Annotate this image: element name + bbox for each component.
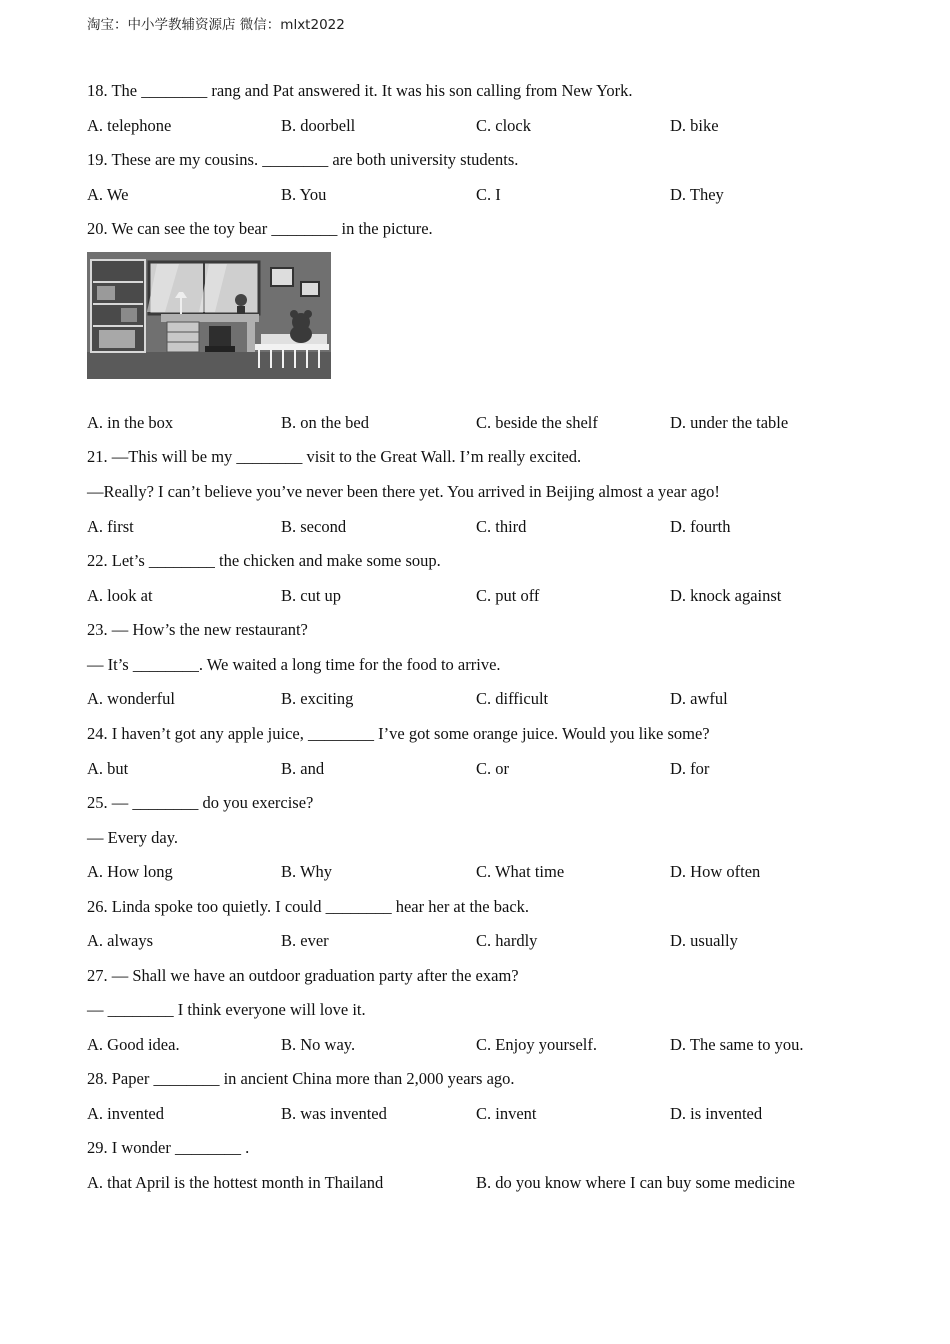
q22-option-b: B. cut up — [281, 586, 342, 605]
q19-option-d: D. They — [670, 185, 724, 204]
q22-option-d: D. knock against — [670, 586, 782, 605]
q25-option-a: A. How long — [87, 862, 173, 881]
question-23-stem-reply: — It’s ________. We waited a long time for the food to arrive. — [87, 655, 501, 674]
q26-option-a: A. always — [87, 931, 153, 950]
question-25-stem-reply: — Every day. — [87, 828, 179, 847]
question-29-stem: 29. I wonder ________ . — [87, 1138, 250, 1157]
q28-option-c: C. invent — [476, 1104, 537, 1123]
q27-option-b: B. No way. — [281, 1035, 356, 1054]
question-23-stem: 23. — How’s the new restaurant? — [87, 620, 308, 639]
question-28-stem: 28. Paper ________ in ancient China more than 2,000 years ago. — [87, 1069, 515, 1088]
q19-option-a: A. We — [87, 185, 129, 204]
q28-option-a: A. invented — [87, 1104, 164, 1123]
bedroom-illustration — [87, 252, 331, 379]
question-18-stem: 18. The ________ rang and Pat answered it. It was his son calling from New York. — [87, 81, 633, 100]
q22-option-c: C. put off — [476, 586, 540, 605]
q19-option-c: C. I — [476, 185, 501, 204]
q27-option-a: A. Good idea. — [87, 1035, 180, 1054]
q18-option-c: C. clock — [476, 116, 531, 135]
question-22-stem: 22. Let’s ________ the chicken and make some soup. — [87, 551, 441, 570]
q20-option-d: D. under the table — [670, 413, 789, 432]
q19-option-b: B. You — [281, 185, 327, 204]
q25-option-b: B. Why — [281, 862, 333, 881]
question-19-stem: 19. These are my cousins. ________ are both university students. — [87, 150, 519, 169]
q26-option-d: D. usually — [670, 931, 738, 950]
q21-option-a: A. first — [87, 517, 134, 536]
q23-option-b: B. exciting — [281, 689, 354, 708]
q18-option-b: B. doorbell — [281, 116, 356, 135]
page-header: 淘宝：中小学教辅资源店 微信：mlxt2022 — [87, 17, 345, 33]
q20-option-b: B. on the bed — [281, 413, 369, 432]
q24-option-b: B. and — [281, 759, 325, 778]
q26-option-b: B. ever — [281, 931, 329, 950]
q28-option-d: D. is invented — [670, 1104, 763, 1123]
q20-option-a: A. in the box — [87, 413, 174, 432]
question-20-stem: 20. We can see the toy bear ________ in the picture. — [87, 219, 433, 238]
q23-option-d: D. awful — [670, 689, 728, 708]
question-24-stem: 24. I haven’t got any apple juice, ________ I’ve got some orange juice. Would you like some? — [87, 724, 710, 743]
question-21-stem: 21. —This will be my ________ visit to the Great Wall. I’m really excited. — [87, 447, 582, 466]
question-27-stem: 27. — Shall we have an outdoor graduation party after the exam? — [87, 966, 519, 985]
bedroom-picture — [87, 252, 331, 379]
q24-option-a: A. but — [87, 759, 129, 778]
q24-option-d: D. for — [670, 759, 710, 778]
q24-option-c: C. or — [476, 759, 509, 778]
q23-option-a: A. wonderful — [87, 689, 175, 708]
q29-option-b: B. do you know where I can buy some medicine — [476, 1173, 795, 1192]
q21-option-b: B. second — [281, 517, 347, 536]
q25-option-c: C. What time — [476, 862, 565, 881]
q27-option-c: C. Enjoy yourself. — [476, 1035, 597, 1054]
q21-option-c: C. third — [476, 517, 527, 536]
question-25-stem: 25. — ________ do you exercise? — [87, 793, 314, 812]
q22-option-a: A. look at — [87, 586, 153, 605]
q18-option-a: A. telephone — [87, 116, 172, 135]
q23-option-c: C. difficult — [476, 689, 549, 708]
q18-option-d: D. bike — [670, 116, 719, 135]
q29-option-a: A. that April is the hottest month in Thailand — [87, 1173, 384, 1192]
question-27-stem-reply: — ________ I think everyone will love it. — [87, 1000, 366, 1019]
q21-option-d: D. fourth — [670, 517, 731, 536]
question-21-stem-reply: —Really? I can’t believe you’ve never been there yet. You arrived in Beijing almost a year ago! — [87, 482, 720, 501]
q20-option-c: C. beside the shelf — [476, 413, 598, 432]
q28-option-b: B. was invented — [281, 1104, 387, 1123]
q27-option-d: D. The same to you. — [670, 1035, 804, 1054]
q25-option-d: D. How often — [670, 862, 761, 881]
question-26-stem: 26. Linda spoke too quietly. I could ________ hear her at the back. — [87, 897, 530, 916]
q26-option-c: C. hardly — [476, 931, 538, 950]
